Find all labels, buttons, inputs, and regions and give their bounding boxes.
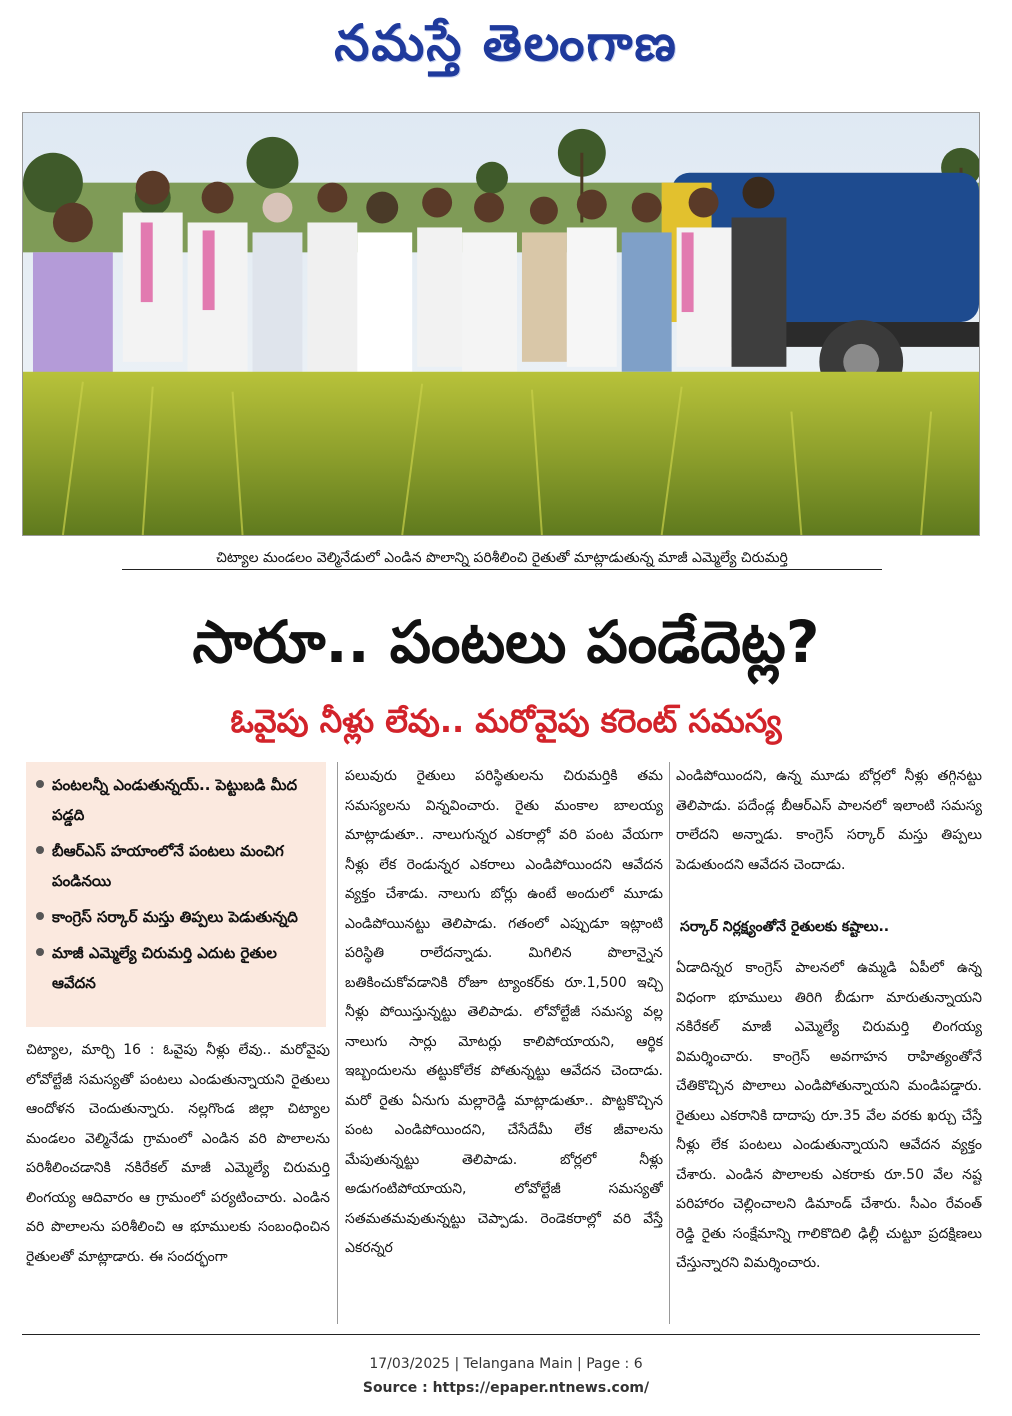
bullet-icon <box>36 780 44 788</box>
column-divider <box>669 762 670 1324</box>
section-subheading: సర్కార్ నిర్లక్ష్యంతోనే రైతులకు కష్టాలు.. <box>680 919 890 935</box>
highlight-text: పంటలన్నీ ఎండుతున్నయ్.. పెట్టుబడి మీద పడ్డది <box>52 776 298 824</box>
article-column-3-bottom: ఏడాదిన్నర కాంగ్రెస్ పాలనలో ఉమ్మడి ఏపీలో ఉన్న విధంగా భూములు తిరిగి బీడుగా మారుతున్నాయని నకిరేకల్ మాజీ ఎమ్మెల్యే చిరుమర్తి లింగయ్య విమర్శించారు. కాంగ్రెస్ అవగాహన రాహిత్యంతోనే చేతికొచ్చిన పొలాలు ఎండిపోతున్నాయని మండిపడ్డారు. రైతులు ఎకరానికి దాదాపు రూ.35 వేల వరకు ఖర్చు చేస్తే నీళ్లు లేక పంటలు ఎండుతున్నాయని ఆవేదన వ్యక్తం చేశారు. ఎండిన పొలాలకు ఎకరాకు రూ.50 వేల నష్ట పరిహారం చెల్లించాలని డిమాండ్ చేశారు. సీఎం రేవంత్ రెడ్డి రైతు సంక్షేమాన్ని గాలికొదిలి ఢిల్లీ చుట్టూ ప్రదక్షిణలు చేస్తున్నారని విమర్శించారు. <box>676 960 982 1271</box>
highlight-item <box>36 902 318 932</box>
bullet-icon <box>36 912 44 920</box>
headline: సారూ.. పంటలు పండేదెట్ల? <box>192 608 820 676</box>
photo-caption: చిట్యాల మండలం వెల్మినేడులో ఎండిన పొలాన్ని పరిశీలించి రైతుతో మాట్లాడుతున్న మాజీ ఎమ్మెల్యే చిరుమర్తి <box>122 546 882 570</box>
article-column-3-top: ఎండిపోయిందని, ఉన్న మూడు బోర్లలో నీళ్లు తగ్గినట్టు తెలిపాడు. పదేండ్ల బీఆర్ఎస్ పాలనలో ఇలాంటి సమస్య రాలేదని అన్నాడు. కాంగ్రెస్ సర్కార్ మస్తు తిప్పలు పెడుతుందని ఆవేదన చెందాడు. <box>676 768 982 873</box>
bullet-icon <box>36 948 44 956</box>
highlight-text: కాంగ్రెస్ సర్కార్ మస్తు తిప్పలు పెడుతున్నది <box>52 908 298 926</box>
column-divider <box>337 762 338 1324</box>
bullet-icon <box>36 846 44 854</box>
highlight-item <box>36 938 318 998</box>
footer-source-link[interactable]: Source : https://epaper.ntnews.com/ <box>362 1380 650 1396</box>
highlight-text: మాజీ ఎమ్మెల్యే చిరుమర్తి ఎదుట రైతుల ఆవేదన <box>52 944 277 992</box>
highlights-box <box>26 762 326 1027</box>
highlight-text: బీఆర్ఎస్ హయాంలోనే పంటలు మంచిగ పండినయి <box>52 842 284 890</box>
bottom-rule <box>22 1334 980 1335</box>
article-column-2: పలువురు రైతులు పరిస్థితులను చిరుమర్తికి తమ సమస్యలను విన్నవించారు. రైతు మంకాల బాలయ్య మాట్లాడుతూ.. నాలుగున్నర ఎకరాల్లో వరి పంట వేయగా నీళ్లు లేక రెండున్నర ఎకరాలు ఎండిపోయిందని ఆవేదన వ్యక్తం చేశాడు. నాలుగు బోర్లు ఉంటే అందులో మూడు ఎండిపోయినట్టు తెలిపాడు. గతంలో ఎప్పుడూ ఇట్లాంటి పరిస్థితి రాలేదన్నాడు. మిగిలిన పొలాన్నైన బతికించుకోవడానికి రోజూ ట్యాంకర్‌కు రూ.1,500 ఇచ్చి నీళ్లు పోయిస్తున్నట్టు తెలిపాడు. లోవోల్టేజీ సమస్య వల్ల నాలుగు సార్లు మోటర్లు కాలిపోయాయని, ఆర్థిక ఇబ్బందులను తట్టుకోలేక పోతున్నట్టు ఆవేదన చెందాడు. మరో రైతు ఏనుగు మల్లారెడ్డి మాట్లాడుతూ.. పొట్టకొచ్చిన పంట ఎండిపోయిందని, చేసేదేమీ లేక జీవాలను మేపుతున్నట్టు తెలిపాడు. బోర్లలో నీళ్లు అడుగంటిపోయాయని, లోవోల్టేజీ సమస్యతో సతమతమవుతున్నట్టు చెప్పాడు. రెండెకరాల్లో వరి వేస్తే ఎకరన్నర <box>345 768 663 1256</box>
highlight-item <box>36 836 318 896</box>
highlight-item <box>36 770 318 830</box>
news-photo <box>22 112 980 536</box>
masthead-title: నమస్తే తెలంగాణ <box>334 13 678 72</box>
footer-date-line: 17/03/2025 | Telangana Main | Page : 6 <box>369 1356 643 1372</box>
article-column-1: చిట్యాల, మార్చి 16 : ఓవైపు నీళ్లు లేవు.. మరోవైపు లోవోల్టేజీ సమస్యతో పంటలు ఎండుతున్నాయని రైతులు ఆందోళన చెందుతున్నారు. నల్లగొండ జిల్లా చిట్యాల మండలం వెల్మినేడు గ్రామంలో ఎండిన వరి పొలాలను పరిశీలించడానికి నకిరేకల్ మాజీ ఎమ్మెల్యే చిరుమర్తి లింగయ్య ఆదివారం ఆ గ్రామంలో పర్యటించారు. ఎండిన వరి పొలాలను పరిశీలించి ఆ భూములకు సంబంధించిన రైతులతో మాట్లాడారు. ఈ సందర్భంగా <box>26 1042 330 1265</box>
farmers-field-photo <box>23 113 979 535</box>
subheadline: ఓవైపు నీళ్లు లేవు.. మరోవైపు కరెంట్ సమస్య <box>230 702 782 740</box>
